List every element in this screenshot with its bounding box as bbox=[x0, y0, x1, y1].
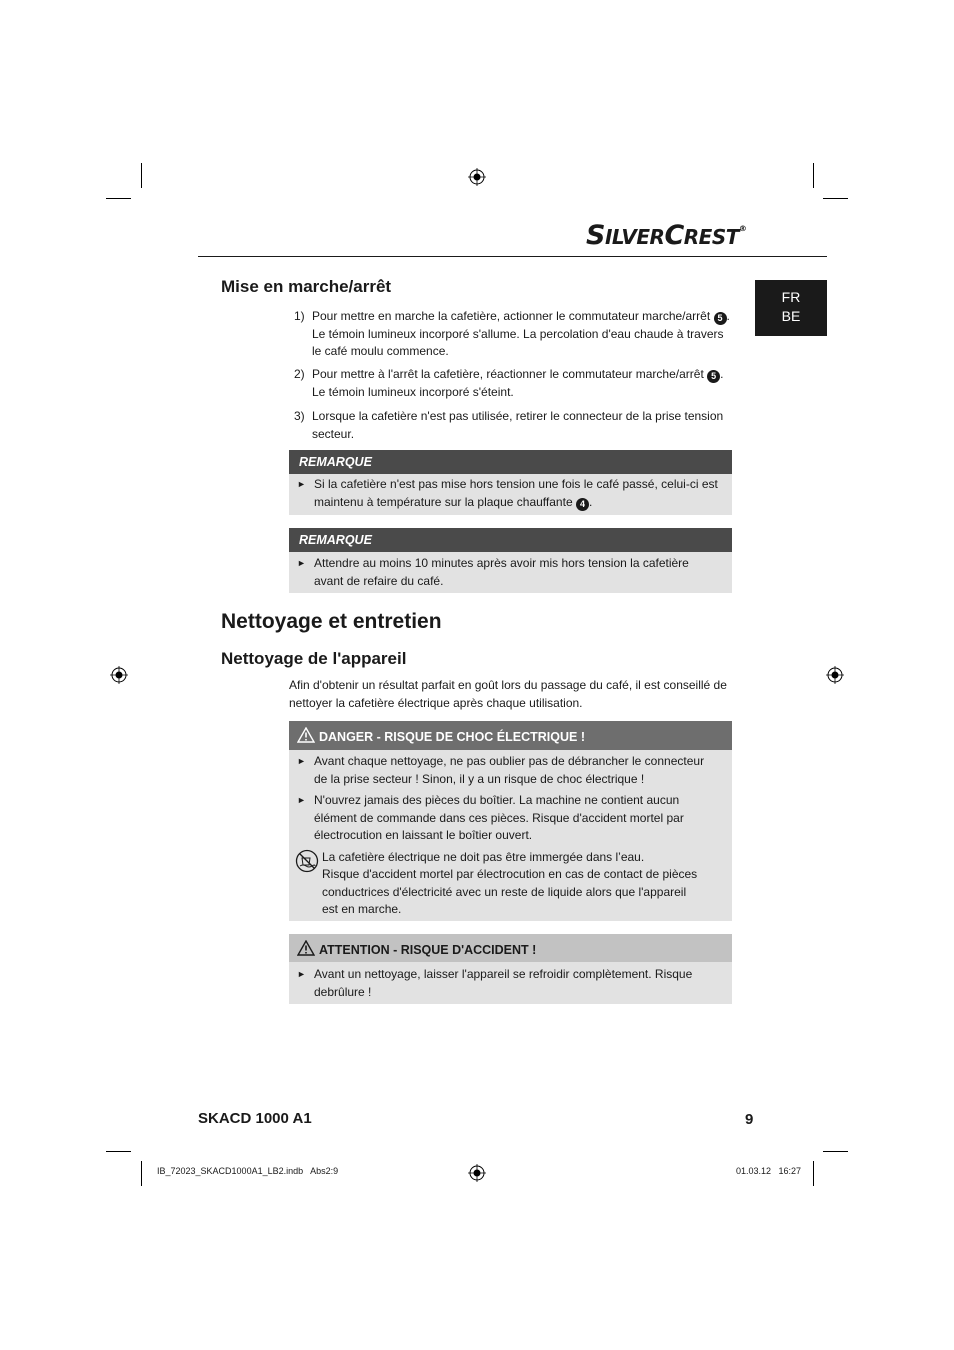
note-bullet: ► Attendre au moins 10 minutes après avoir mis hors tension la cafetière avant de refaire du café. bbox=[297, 556, 689, 588]
bullet-arrow-icon: ► bbox=[297, 969, 306, 979]
intro-paragraph: Afin d'obtenir un résultat parfait en goût lors du passage du café, il est conseillé de nettoyer la cafetière électrique après chaque utilisation. bbox=[289, 678, 727, 710]
warning-triangle-icon bbox=[297, 940, 315, 956]
step-text: Lorsque la cafetière n'est pas utilisée, retirer le connecteur de la prise tension secteur. bbox=[312, 409, 724, 441]
registration-mark-icon bbox=[826, 666, 844, 684]
page-number: 9 bbox=[745, 1111, 754, 1128]
crop-mark bbox=[106, 1151, 131, 1152]
registration-mark-icon bbox=[110, 666, 128, 684]
attention-bullet: ► Avant un nettoyage, laisser l'appareil se refroidir complètement. Risque debrûlure ! bbox=[297, 967, 693, 999]
danger-header: DANGER - RISQUE DE CHOC ÉLECTRIQUE ! bbox=[289, 721, 732, 750]
bullet-arrow-icon: ► bbox=[297, 795, 306, 805]
step-item bbox=[294, 366, 734, 401]
danger-bullet: ► Avant chaque nettoyage, ne pas oublier pas de débrancher le connecteur de la prise secteur ! Sinon, il y a un risque de choc électrique ! bbox=[297, 754, 705, 786]
note-box bbox=[289, 528, 732, 593]
crop-mark bbox=[141, 1161, 142, 1186]
crop-mark bbox=[813, 1161, 814, 1186]
step-text: Pour mettre à l'arrêt la cafetière, réactionner le commutateur marche/arrêt 5 . Le témoin lumineux incorporé s'éteint. bbox=[312, 367, 724, 399]
ref-number-icon: 5 bbox=[707, 370, 720, 383]
header-rule bbox=[198, 256, 827, 257]
section-title-cleaning: Nettoyage et entretien bbox=[221, 610, 442, 633]
bullet-arrow-icon: ► bbox=[297, 479, 306, 489]
registration-mark-icon bbox=[468, 1164, 486, 1182]
danger-bullet: ► N'ouvrez jamais des pièces du boîtier. La machine ne contient aucun élément de commande dans ces pièces. Risque d'accident mortel par électrocution en laissant le boîtier ouvert. bbox=[297, 793, 684, 842]
crop-mark bbox=[141, 163, 142, 188]
step-number: 1) bbox=[294, 309, 305, 323]
warning-triangle-icon bbox=[297, 727, 315, 743]
brand-logo: SILVERCREST® bbox=[586, 220, 747, 251]
no-immersion-icon bbox=[295, 849, 319, 873]
immersion-text-2: Risque d'accident mortel par électrocution en cas de contact de pièces conductrices d'électricité avec un reste de liquide alors que l'appareil est en marche. bbox=[322, 867, 698, 916]
note-header: REMARQUE bbox=[289, 528, 732, 552]
crop-mark bbox=[106, 198, 131, 199]
print-slug-file: IB_72023_SKACD1000A1_LB2.indb Abs2:9 bbox=[157, 1166, 339, 1176]
registration-mark-icon bbox=[468, 168, 486, 186]
section-title-power: Mise en marche/arrêt bbox=[221, 277, 392, 296]
language-tab bbox=[755, 280, 827, 336]
ref-number-icon: 5 bbox=[714, 312, 727, 325]
footer-model: SKACD 1000 A1 bbox=[198, 1110, 312, 1127]
note-box bbox=[289, 450, 732, 515]
print-slug-date: 01.03.12 16:27 bbox=[736, 1166, 802, 1176]
step-item bbox=[294, 408, 734, 443]
language-code-fr: FR bbox=[781, 289, 801, 305]
bullet-arrow-icon: ► bbox=[297, 756, 306, 766]
ref-number-icon: 4 bbox=[576, 498, 589, 511]
immersion-text-1: La cafetière électrique ne doit pas être immergée dans l’eau. bbox=[322, 849, 645, 864]
attention-box bbox=[289, 934, 732, 1004]
crop-mark bbox=[813, 163, 814, 188]
crop-mark bbox=[823, 1151, 848, 1152]
bullet-arrow-icon: ► bbox=[297, 558, 306, 568]
step-number: 3) bbox=[294, 409, 305, 423]
immersion-warning bbox=[289, 849, 732, 919]
language-code-be: BE bbox=[781, 308, 801, 324]
attention-header: ATTENTION - RISQUE D'ACCIDENT ! bbox=[289, 934, 732, 962]
crop-mark bbox=[823, 198, 848, 199]
subsection-title-device: Nettoyage de l'appareil bbox=[221, 649, 407, 668]
step-text: Pour mettre en marche la cafetière, actionner le commutateur marche/arrêt 5 . Le témoin lumineux incorporé s'allume. La percolation d'eau chaude à travers le café moulu commence. bbox=[312, 309, 730, 358]
note-bullet: ► Si la cafetière n'est pas mise hors tension une fois le café passé, celui-ci est maintenu à température sur la plaque chauffante 4 . bbox=[297, 477, 718, 509]
danger-box bbox=[289, 721, 732, 921]
step-item bbox=[294, 308, 734, 361]
step-number: 2) bbox=[294, 367, 305, 381]
note-header: REMARQUE bbox=[289, 450, 732, 474]
